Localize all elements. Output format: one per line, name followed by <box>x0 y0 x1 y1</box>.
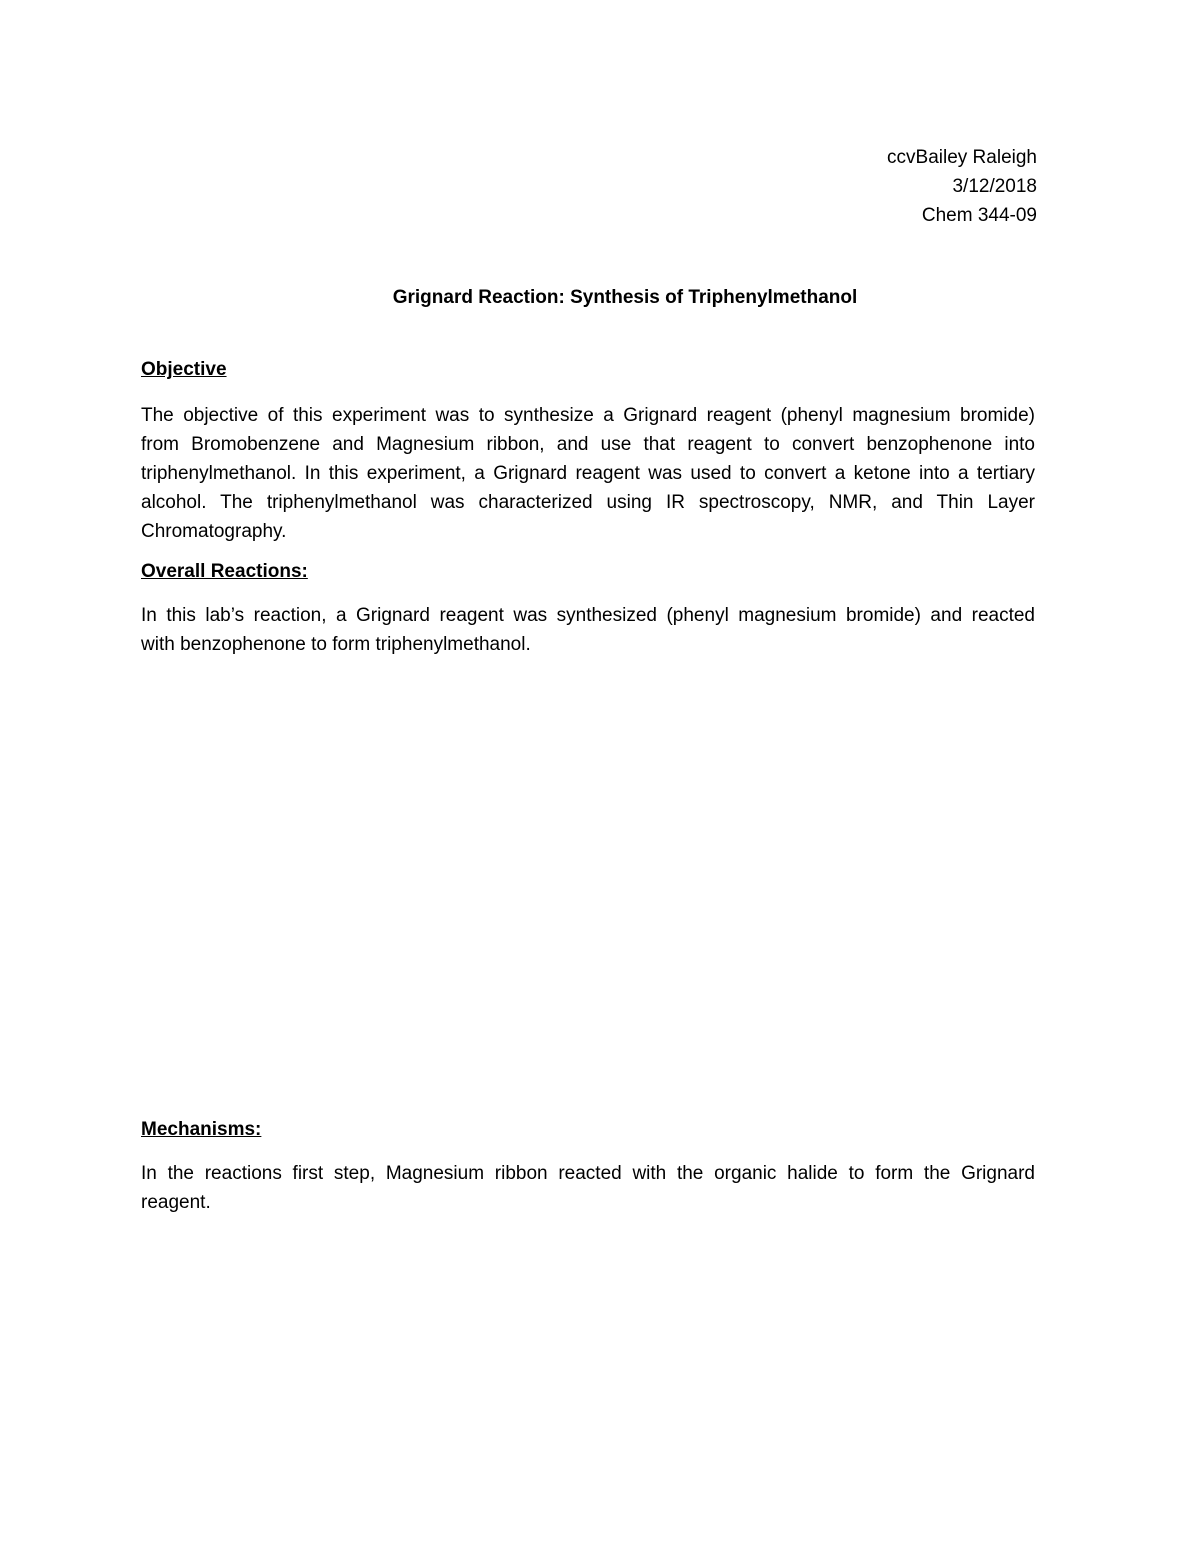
paragraph-line: Chromatography. <box>141 521 287 542</box>
overall-reactions-heading: Overall Reactions: <box>141 561 308 582</box>
objective-paragraph <box>141 401 1035 546</box>
paragraph-line: In the reactions first step, Magnesium ribbon reacted with the organic halide to form the Grignard <box>141 1163 1035 1184</box>
course-code: Chem 344-09 <box>921 205 1037 226</box>
paragraph-line: The objective of this experiment was to synthesize a Grignard reagent (phenyl magnesium bromide) <box>141 405 1035 426</box>
author-name: ccvBailey Raleigh <box>887 147 1037 168</box>
overall-reactions-paragraph <box>141 601 1035 659</box>
paragraph-line: In this lab’s reaction, a Grignard reagent was synthesized (phenyl magnesium bromide) and reacted <box>141 605 1035 626</box>
report-date: 3/12/2018 <box>952 176 1037 197</box>
document-title: Grignard Reaction: Synthesis of Triphenylmethanol <box>392 287 858 308</box>
paragraph-line: alcohol. The triphenylmethanol was characterized using IR spectroscopy, NMR, and Thin Layer <box>141 492 1035 513</box>
paragraph-line: reagent. <box>141 1192 211 1213</box>
paragraph-line: triphenylmethanol. In this experiment, a Grignard reagent was used to convert a ketone into a tertiary <box>141 463 1035 484</box>
author-header <box>887 143 1037 230</box>
objective-heading: Objective <box>141 359 227 380</box>
mechanisms-paragraph <box>141 1159 1035 1217</box>
paragraph-line: from Bromobenzene and Magnesium ribbon, and use that reagent to convert benzophenone into <box>141 434 1035 455</box>
mechanisms-heading: Mechanisms: <box>141 1119 262 1140</box>
paragraph-line: with benzophenone to form triphenylmethanol. <box>141 634 531 655</box>
